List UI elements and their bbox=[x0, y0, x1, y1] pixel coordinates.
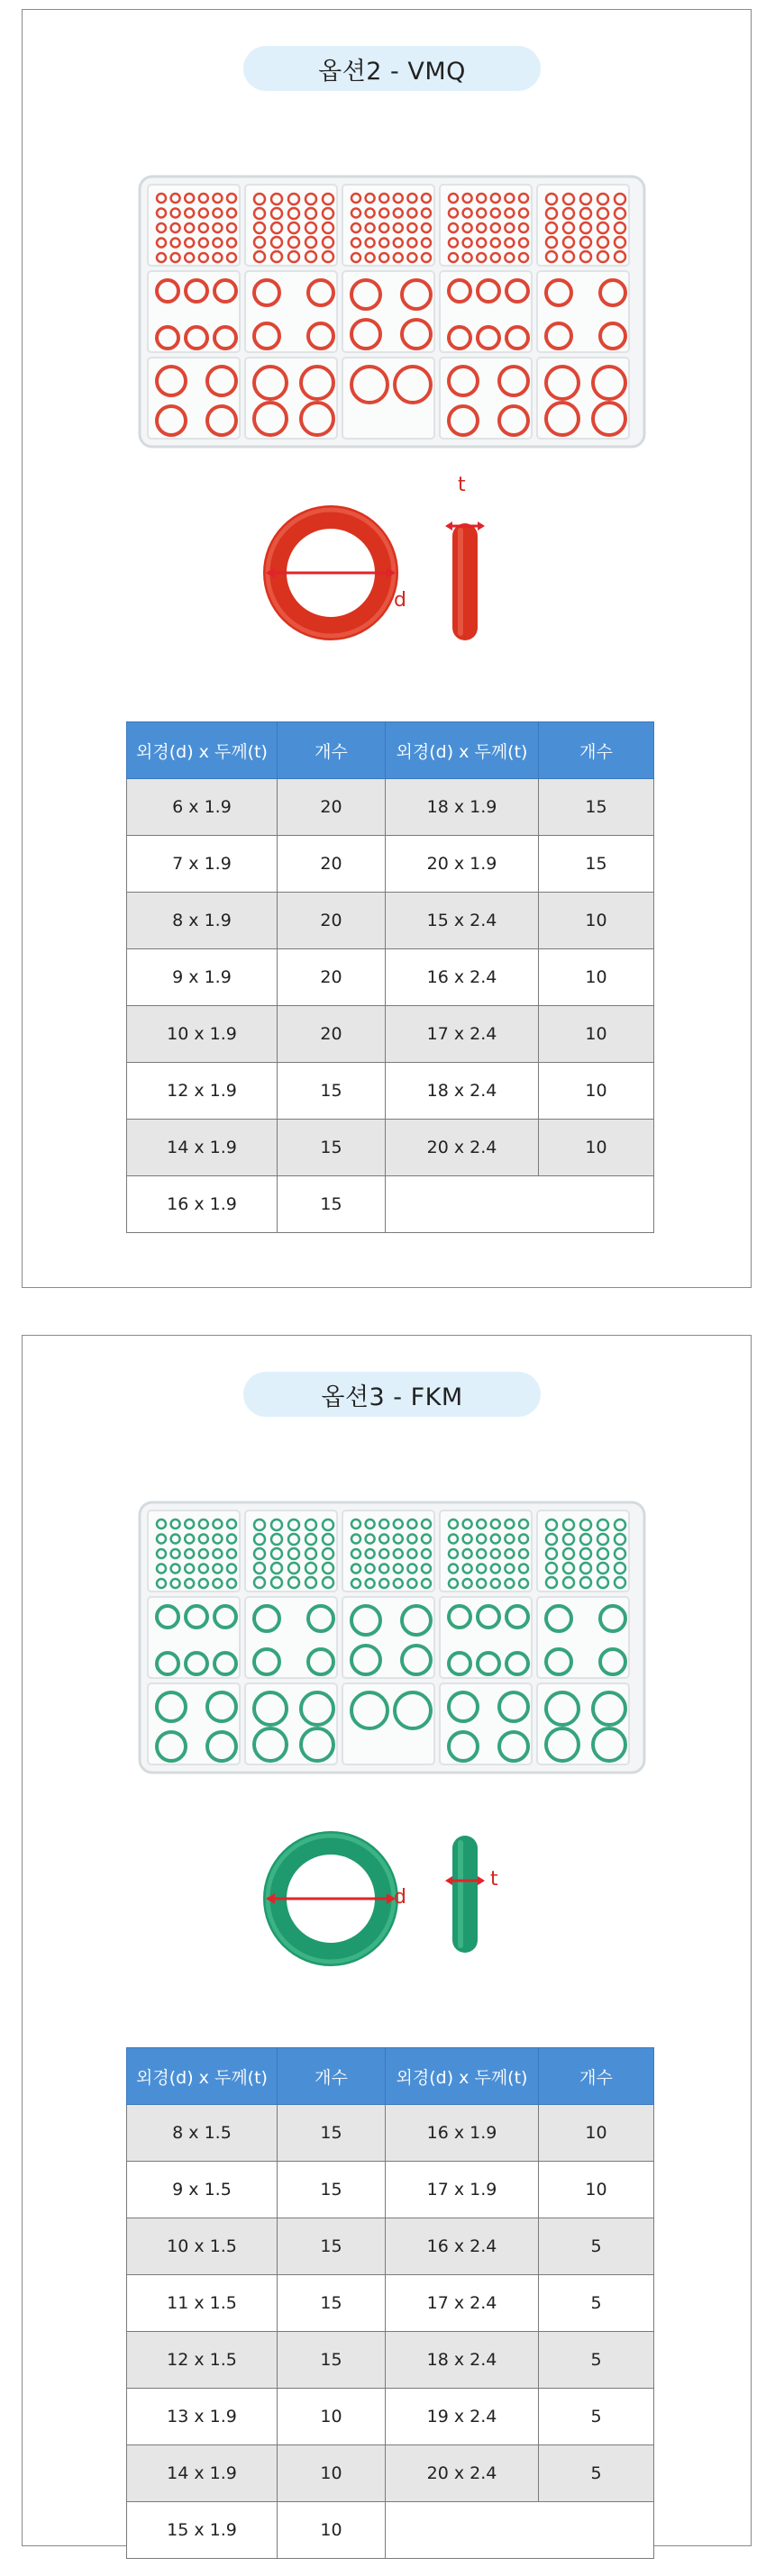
size-cell: 15 x 1.9 bbox=[127, 2502, 278, 2559]
table-row bbox=[127, 1176, 654, 1233]
count-cell: 15 bbox=[278, 1120, 386, 1176]
size-cell: 16 x 2.4 bbox=[386, 949, 539, 1006]
size-cell: 8 x 1.9 bbox=[127, 893, 278, 949]
count-cell: 10 bbox=[278, 2445, 386, 2502]
count-cell: 10 bbox=[539, 1006, 654, 1063]
size-cell: 9 x 1.5 bbox=[127, 2162, 278, 2218]
size-cell: 14 x 1.9 bbox=[127, 2445, 278, 2502]
size-cell: 19 x 2.4 bbox=[386, 2389, 539, 2445]
option-title: 옵션2 - VMQ bbox=[243, 46, 541, 91]
size-cell: 20 x 2.4 bbox=[386, 1120, 539, 1176]
table-row bbox=[127, 949, 654, 1006]
count-cell: 15 bbox=[539, 836, 654, 893]
table-row bbox=[127, 2162, 654, 2218]
count-cell: 5 bbox=[539, 2218, 654, 2275]
size-cell: 16 x 1.9 bbox=[127, 1176, 278, 1233]
count-cell: 5 bbox=[539, 2445, 654, 2502]
count-cell: 15 bbox=[539, 779, 654, 836]
count-cell: 10 bbox=[539, 1063, 654, 1120]
thickness-label: t bbox=[458, 474, 466, 496]
size-cell: 20 x 2.4 bbox=[386, 2445, 539, 2502]
option-section-vmq bbox=[22, 9, 752, 1288]
size-cell: 7 x 1.9 bbox=[127, 836, 278, 893]
count-cell: 15 bbox=[278, 1063, 386, 1120]
ring-dimension-diagram bbox=[23, 474, 752, 645]
empty-cell bbox=[386, 1176, 654, 1233]
size-cell: 16 x 1.9 bbox=[386, 2105, 539, 2162]
count-cell: 15 bbox=[278, 2275, 386, 2332]
table-row bbox=[127, 2502, 654, 2559]
count-cell: 15 bbox=[278, 1176, 386, 1233]
ring-dimension-diagram bbox=[23, 1827, 752, 1971]
size-cell: 10 x 1.9 bbox=[127, 1006, 278, 1063]
size-cell: 18 x 2.4 bbox=[386, 2332, 539, 2389]
count-cell: 10 bbox=[539, 1120, 654, 1176]
diameter-label: d bbox=[394, 1886, 406, 1909]
table-row bbox=[127, 2445, 654, 2502]
size-cell: 13 x 1.9 bbox=[127, 2389, 278, 2445]
size-cell: 8 x 1.5 bbox=[127, 2105, 278, 2162]
count-cell: 15 bbox=[278, 2162, 386, 2218]
size-cell: 11 x 1.5 bbox=[127, 2275, 278, 2332]
size-cell: 17 x 1.9 bbox=[386, 2162, 539, 2218]
count-cell: 20 bbox=[278, 1006, 386, 1063]
size-header: 외경(d) x 두께(t) bbox=[127, 722, 278, 779]
size-cell: 12 x 1.9 bbox=[127, 1063, 278, 1120]
count-header: 개수 bbox=[539, 2048, 654, 2105]
option-section-fkm bbox=[22, 1335, 752, 2546]
size-cell: 16 x 2.4 bbox=[386, 2218, 539, 2275]
size-cell: 17 x 2.4 bbox=[386, 2275, 539, 2332]
size-cell: 6 x 1.9 bbox=[127, 779, 278, 836]
size-cell: 14 x 1.9 bbox=[127, 1120, 278, 1176]
count-cell: 20 bbox=[278, 893, 386, 949]
size-cell: 18 x 2.4 bbox=[386, 1063, 539, 1120]
oring-kit-image bbox=[135, 172, 649, 451]
table-row bbox=[127, 779, 654, 836]
table-row bbox=[127, 2105, 654, 2162]
size-header: 외경(d) x 두께(t) bbox=[127, 2048, 278, 2105]
table-header-row bbox=[127, 2048, 654, 2105]
table-row bbox=[127, 2332, 654, 2389]
ring-side-image bbox=[443, 501, 497, 645]
size-cell: 9 x 1.9 bbox=[127, 949, 278, 1006]
count-header: 개수 bbox=[278, 2048, 386, 2105]
empty-cell bbox=[386, 2502, 654, 2559]
count-cell: 10 bbox=[278, 2502, 386, 2559]
diameter-label: d bbox=[394, 589, 406, 612]
count-header: 개수 bbox=[539, 722, 654, 779]
ring-side-image bbox=[443, 1827, 497, 1971]
option-title: 옵션3 - FKM bbox=[243, 1372, 541, 1417]
count-cell: 10 bbox=[539, 949, 654, 1006]
count-cell: 15 bbox=[278, 2218, 386, 2275]
count-cell: 10 bbox=[539, 2105, 654, 2162]
ring-front-image bbox=[257, 1827, 410, 1971]
table-row bbox=[127, 2218, 654, 2275]
size-cell: 15 x 2.4 bbox=[386, 893, 539, 949]
count-cell: 20 bbox=[278, 779, 386, 836]
size-header: 외경(d) x 두께(t) bbox=[386, 2048, 539, 2105]
table-row bbox=[127, 1006, 654, 1063]
spec-table bbox=[126, 2047, 654, 2559]
table-row bbox=[127, 2389, 654, 2445]
size-cell: 12 x 1.5 bbox=[127, 2332, 278, 2389]
count-cell: 20 bbox=[278, 949, 386, 1006]
size-cell: 20 x 1.9 bbox=[386, 836, 539, 893]
size-cell: 10 x 1.5 bbox=[127, 2218, 278, 2275]
size-cell: 18 x 1.9 bbox=[386, 779, 539, 836]
table-row bbox=[127, 1120, 654, 1176]
count-cell: 15 bbox=[278, 2105, 386, 2162]
ring-front-image bbox=[257, 501, 410, 645]
oring-kit-image bbox=[135, 1498, 649, 1777]
count-cell: 5 bbox=[539, 2275, 654, 2332]
count-cell: 5 bbox=[539, 2332, 654, 2389]
table-row bbox=[127, 2275, 654, 2332]
count-cell: 10 bbox=[539, 893, 654, 949]
table-row bbox=[127, 893, 654, 949]
count-cell: 20 bbox=[278, 836, 386, 893]
size-cell: 17 x 2.4 bbox=[386, 1006, 539, 1063]
size-header: 외경(d) x 두께(t) bbox=[386, 722, 539, 779]
table-row bbox=[127, 1063, 654, 1120]
spec-table bbox=[126, 721, 654, 1233]
count-cell: 15 bbox=[278, 2332, 386, 2389]
thickness-label: t bbox=[490, 1868, 498, 1891]
count-cell: 10 bbox=[278, 2389, 386, 2445]
count-header: 개수 bbox=[278, 722, 386, 779]
table-header-row bbox=[127, 722, 654, 779]
table-row bbox=[127, 836, 654, 893]
count-cell: 10 bbox=[539, 2162, 654, 2218]
count-cell: 5 bbox=[539, 2389, 654, 2445]
